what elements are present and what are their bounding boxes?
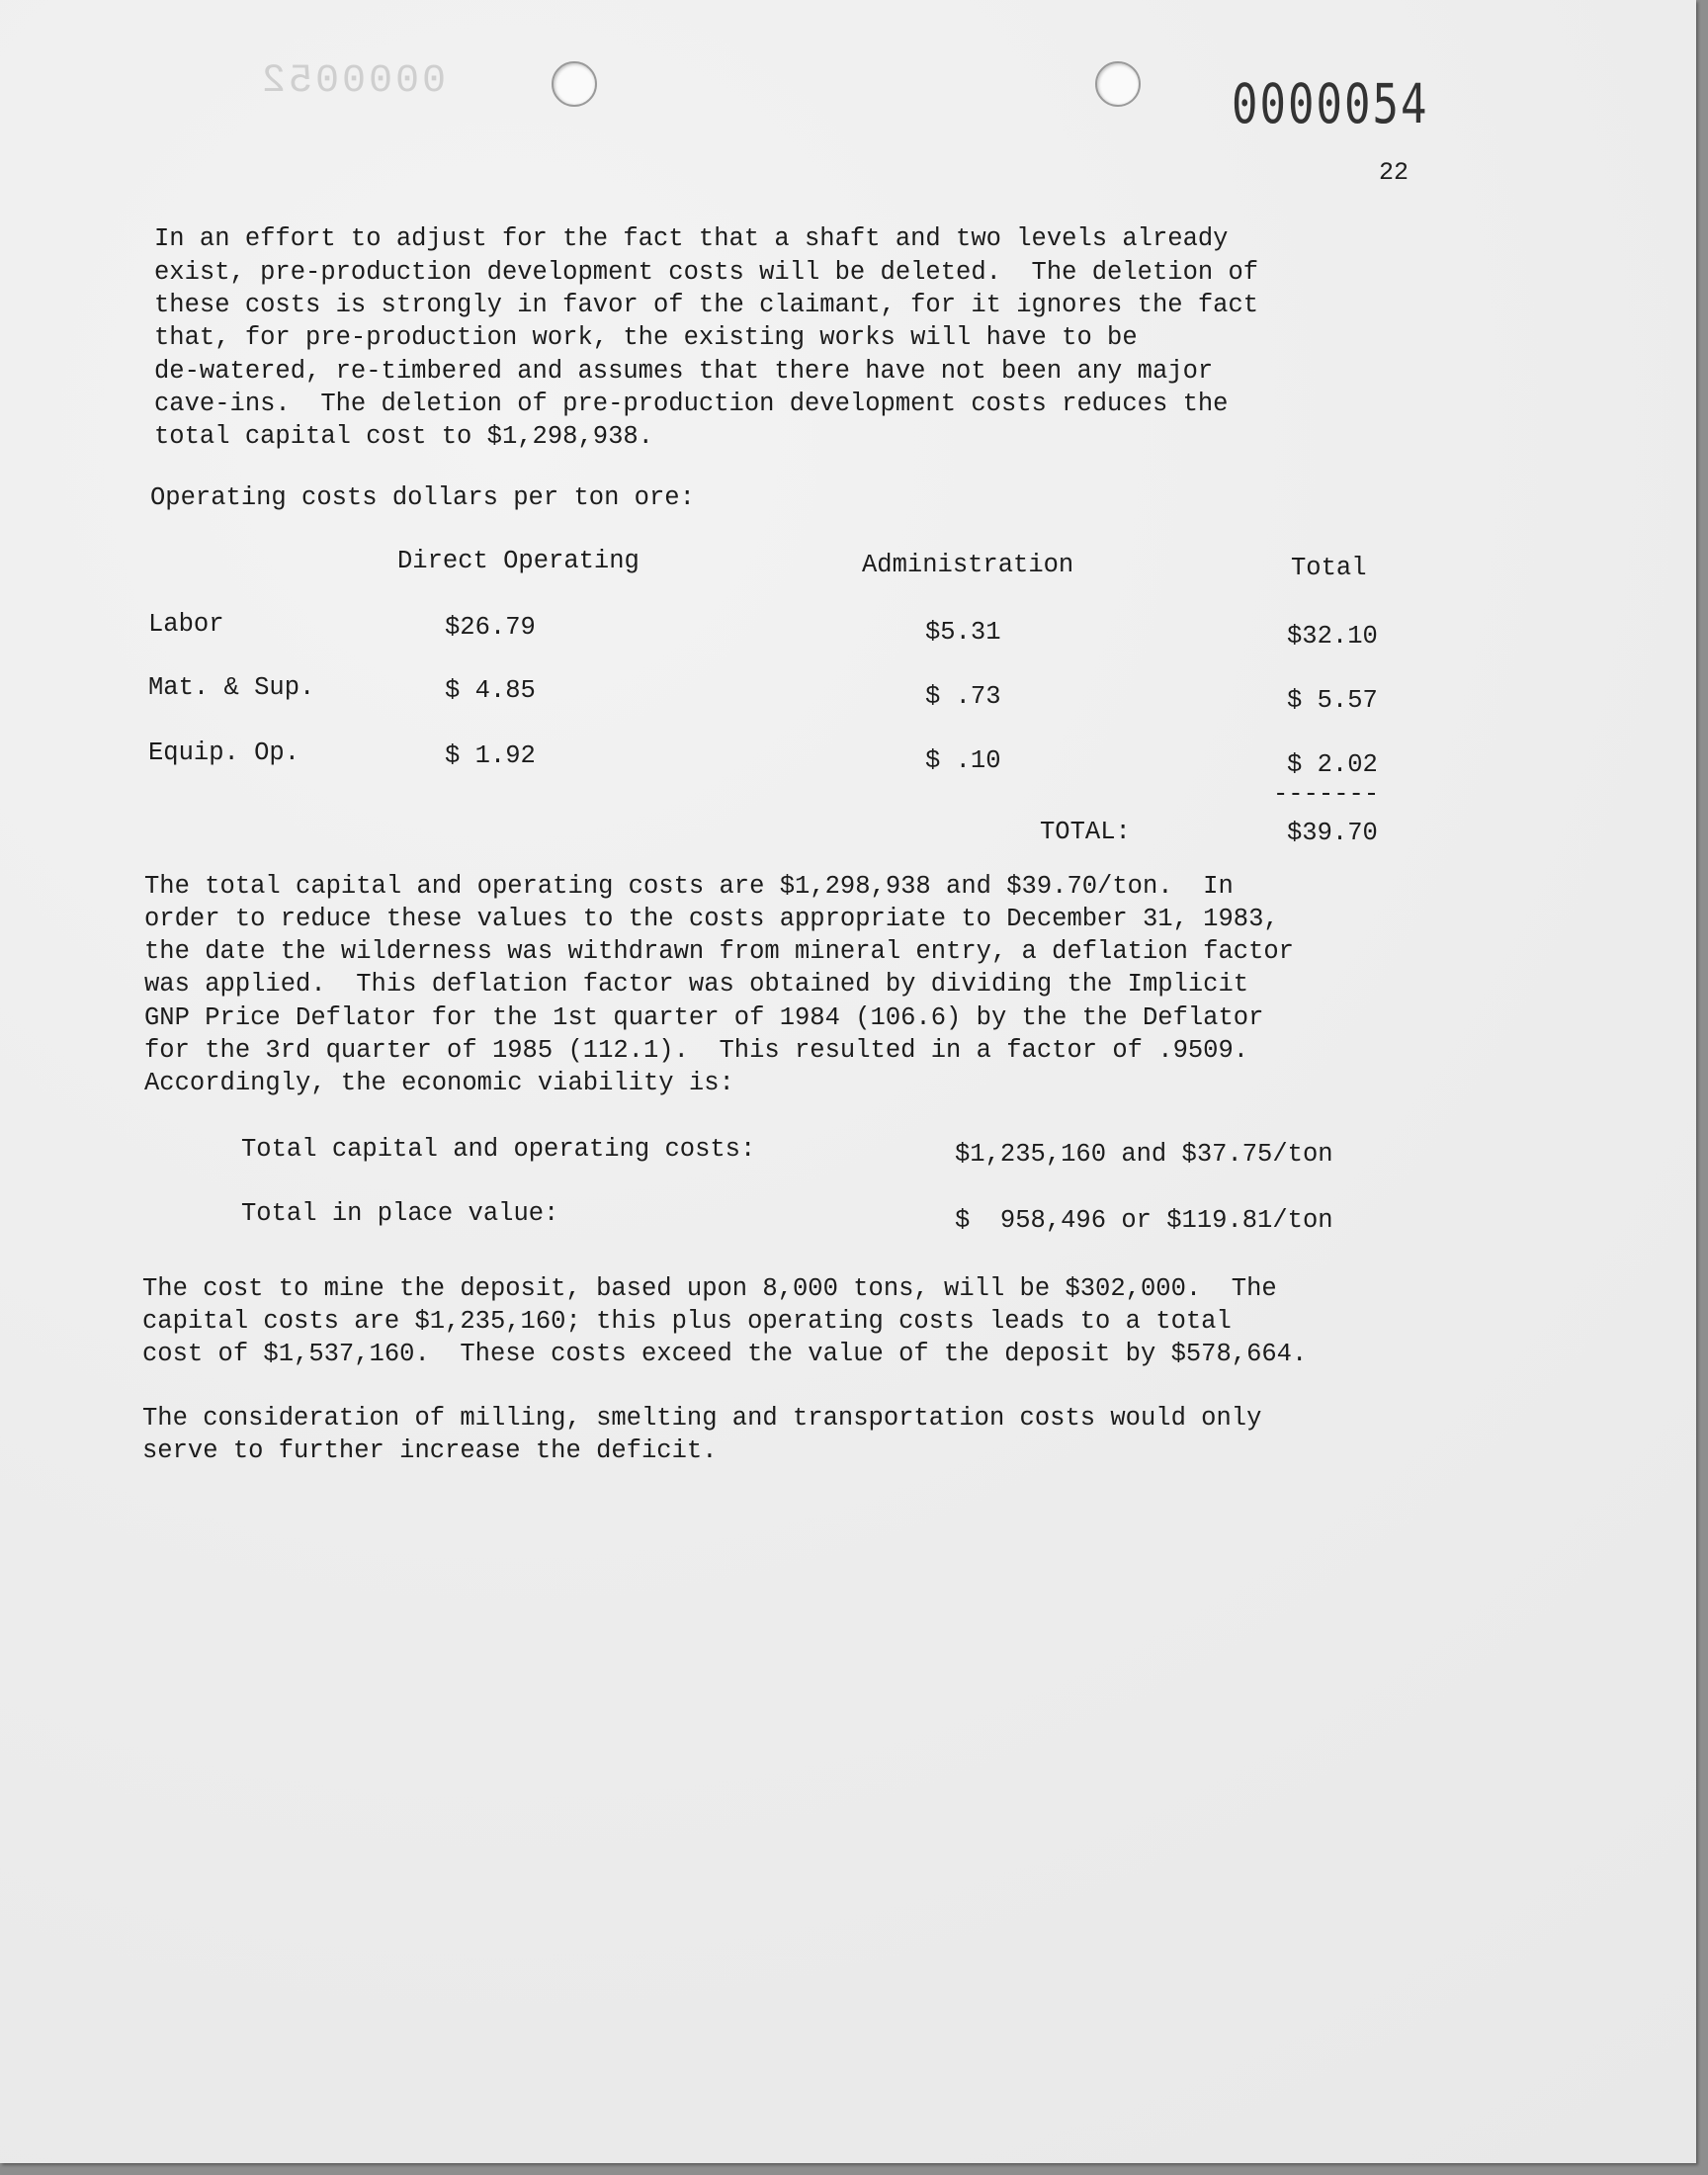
paragraph-line: cave-ins. The deletion of pre-production development costs reduces the [154, 390, 1229, 418]
paragraph-line: exist, pre-production development costs will be deleted. The deletion of [154, 258, 1259, 287]
paragraph-line: capital costs are $1,235,160; this plus operating costs leads to a total [142, 1307, 1232, 1336]
bates-stamp-number: 0000054 [1232, 73, 1429, 136]
paragraph-line: order to reduce these values to the costs appropriate to December 31, 1983, [144, 905, 1279, 933]
paragraph-line: cost of $1,537,160. These costs exceed the value of the deposit by $578,664. [142, 1340, 1308, 1368]
cell-equipment-direct: $ 1.92 [445, 741, 536, 770]
in-place-value: $ 958,496 or $119.81/ton [955, 1206, 1333, 1235]
paragraph-line: de-watered, re-timbered and assumes that there have not been any major [154, 357, 1214, 386]
row-label-equipment: Equip. Op. [148, 739, 300, 767]
in-place-value-label: Total in place value: [241, 1199, 559, 1228]
total-rule: ------- [1273, 780, 1380, 809]
capital-operating-label: Total capital and operating costs: [241, 1135, 756, 1164]
capital-operating-value: $1,235,160 and $37.75/ton [955, 1140, 1333, 1169]
paragraph-line: total capital cost to $1,298,938. [154, 422, 653, 451]
header-administration: Administration [862, 551, 1074, 579]
row-label-materials: Mat. & Sup. [148, 673, 315, 702]
paragraph-line: GNP Price Deflator for the 1st quarter of 1984 (106.6) by the the Deflator [144, 1003, 1264, 1032]
paragraph-line: The consideration of milling, smelting and transportation costs would only [142, 1404, 1262, 1433]
grand-total-label: TOTAL: [1040, 818, 1131, 846]
paragraph-line: for the 3rd quarter of 1985 (112.1). This resulted in a factor of .9509. [144, 1036, 1249, 1065]
operating-costs-heading: Operating costs dollars per ton ore: [150, 483, 695, 512]
paragraph-line: Accordingly, the economic viability is: [144, 1069, 734, 1097]
grand-total-value: $39.70 [1287, 819, 1378, 847]
paragraph-line: was applied. This deflation factor was obtained by dividing the Implicit [144, 970, 1249, 999]
cell-materials-direct: $ 4.85 [445, 676, 536, 705]
header-total: Total [1291, 554, 1367, 582]
bleed-through-number: 0000052 [259, 59, 447, 104]
page-number: 22 [1379, 158, 1409, 187]
paragraph-line: that, for pre-production work, the existing works will have to be [154, 323, 1138, 352]
cell-labor-admin: $5.31 [925, 618, 1001, 647]
cell-equipment-total: $ 2.02 [1287, 750, 1378, 779]
cell-labor-total: $32.10 [1287, 622, 1378, 651]
header-direct-operating: Direct Operating [397, 547, 640, 575]
cell-labor-direct: $26.79 [445, 613, 536, 642]
punch-hole-left [552, 61, 597, 107]
paragraph-line: the date the wilderness was withdrawn from mineral entry, a deflation factor [144, 937, 1294, 966]
paragraph-line: serve to further increase the deficit. [142, 1436, 718, 1465]
paragraph-line: these costs is strongly in favor of the claimant, for it ignores the fact [154, 291, 1259, 319]
cell-materials-admin: $ .73 [925, 682, 1001, 711]
punch-hole-right [1095, 61, 1141, 107]
cell-equipment-admin: $ .10 [925, 746, 1001, 775]
cell-materials-total: $ 5.57 [1287, 686, 1378, 715]
paragraph-line: The total capital and operating costs are $1,298,938 and $39.70/ton. In [144, 872, 1234, 901]
row-label-labor: Labor [148, 610, 224, 639]
paragraph-line: In an effort to adjust for the fact that a shaft and two levels already [154, 224, 1229, 253]
paragraph-line: The cost to mine the deposit, based upon 8,000 tons, will be $302,000. The [142, 1274, 1277, 1303]
